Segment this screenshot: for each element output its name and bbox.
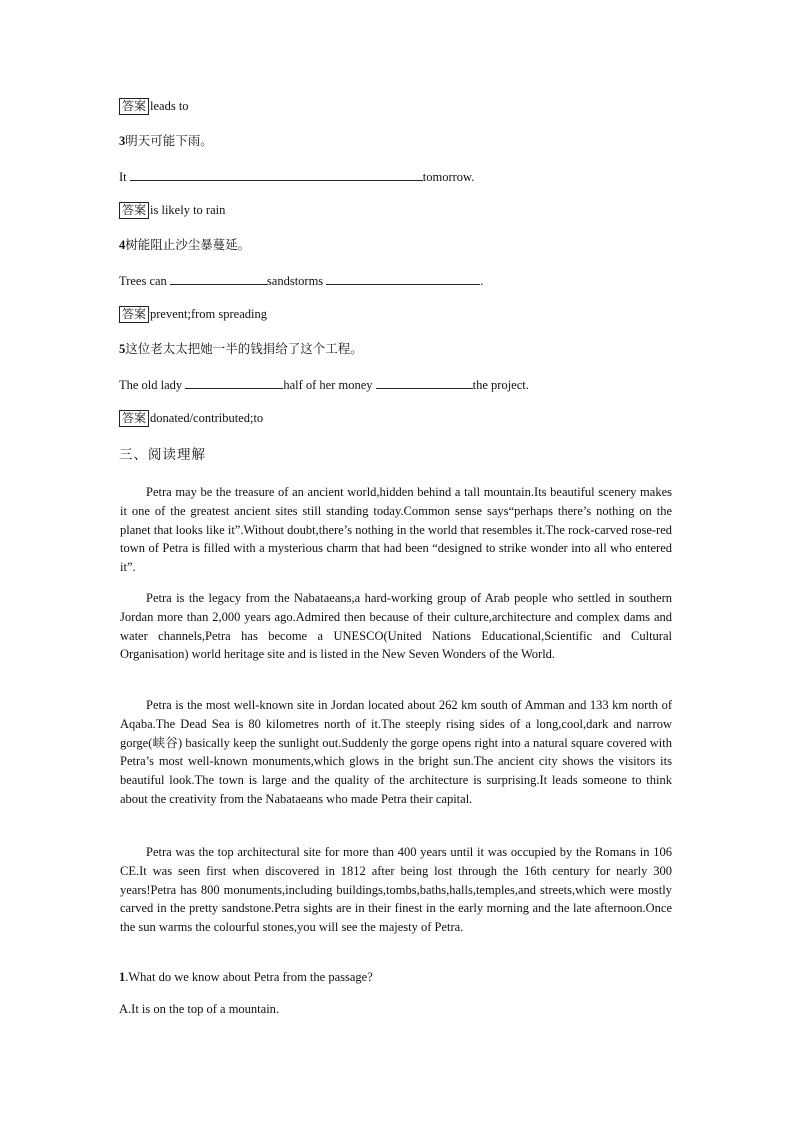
answer-label: 答案 <box>119 202 149 219</box>
sentence-part: . <box>480 274 484 288</box>
question-text: .What do we know about Petra from the passage? <box>125 970 373 984</box>
sentence-part: the project. <box>472 378 529 392</box>
question-4-sentence <box>119 272 483 289</box>
sentence-part: half of her money <box>283 378 376 392</box>
question-4-prompt <box>119 237 250 253</box>
sentence-part: The old lady <box>119 378 186 392</box>
passage-paragraph-1: Petra may be the treasure of an ancient world,hidden behind a tall mountain.Its beautiful scenery makes it one of the greatest ancient sites still standing today.Common sense says“perhaps there’s nothing on the planet that looks like it”.Without doubt,there’s nothing in the world that resembles it.The rock-carved rose-red town of Petra is filled with a mysterious charm that had been “designed to strike wonder into all who entered it”. <box>120 485 672 575</box>
question-prompt: 明天可能下雨。 <box>125 134 213 148</box>
answer-label: 答案 <box>119 410 149 427</box>
question-prompt: 树能阻止沙尘暴蔓延。 <box>125 238 251 252</box>
answer-line-5 <box>119 410 263 427</box>
option-a[interactable]: A.It is on the top of a mountain. <box>119 1002 280 1016</box>
question-5-prompt <box>119 341 363 357</box>
answer-text: donated/contributed;to <box>150 411 264 425</box>
sentence-part: tomorrow. <box>422 170 475 184</box>
reading-question-1 <box>119 969 373 985</box>
fill-in-blank[interactable] <box>376 376 473 389</box>
fill-in-blank[interactable] <box>185 376 283 389</box>
question-number: 4 <box>119 238 126 252</box>
fill-in-blank[interactable] <box>170 272 267 285</box>
answer-text: is likely to rain <box>150 203 226 217</box>
answer-line-2 <box>119 98 189 115</box>
answer-label: 答案 <box>119 306 149 323</box>
sentence-part: It <box>119 170 130 184</box>
question-5-sentence <box>119 376 529 393</box>
question-3-sentence <box>119 168 474 185</box>
passage-paragraph-3: Petra is the most well-known site in Jordan located about 262 km south of Amman and 133 km north of Aqaba.The Dead Sea is 80 kilometres north of it.The steeply rising sides of a long,cool,dark and narrow gorge(峡谷) basically keep the sunlight out.Suddenly the gorge opens right into a natural square covered with Petra’s most well-known monuments,which glows in the bright sun.The ancient city shows the visitors its beautiful look.The town is large and the quality of the architecture is surprising.It leads someone to think about the creativity from the Nabataeans who made Petra their capital. <box>120 698 672 806</box>
passage-paragraph-4: Petra was the top architectural site for more than 400 years until it was occupied by the Romans in 106 CE.It was seen first when discovered in 1812 after being lost through the 16th century for nearly 300 years!Petra has 800 monuments,including buildings,tombs,baths,halls,temples,and streets,which were mostly carved in the pretty sandstone.Petra sights are in their finest in the early morning and the late afternoon.Once the sun warms the colourful stones,you will see the majesty of Petra. <box>120 845 672 935</box>
answer-label: 答案 <box>119 98 149 115</box>
fill-in-blank[interactable] <box>326 272 480 285</box>
answer-text: leads to <box>150 99 189 113</box>
question-3-prompt <box>119 133 213 149</box>
question-prompt: 这位老太太把她一半的钱捐给了这个工程。 <box>125 342 363 356</box>
fill-in-blank[interactable] <box>130 168 423 181</box>
passage-paragraph-2: Petra is the legacy from the Nabataeans,a hard-working group of Arab people who settled in southern Jordan more than 2,000 years ago.Admired then because of their culture,architecture and complex dams and water channels,Petra has become a UNESCO(United Nations Educational,Scientific and Cultural Organisation) world heritage site and is listed in the New Seven Wonders of the World. <box>120 591 672 662</box>
sentence-part: sandstorms <box>266 274 327 288</box>
answer-line-3 <box>119 202 225 219</box>
question-number: 1 <box>119 970 126 984</box>
answer-line-4 <box>119 306 267 323</box>
question-number: 5 <box>119 342 126 356</box>
section-title: 三、阅读理解 <box>119 447 206 463</box>
question-number: 3 <box>119 134 126 148</box>
sentence-part: Trees can <box>119 274 170 288</box>
answer-text: prevent;from spreading <box>150 307 267 321</box>
